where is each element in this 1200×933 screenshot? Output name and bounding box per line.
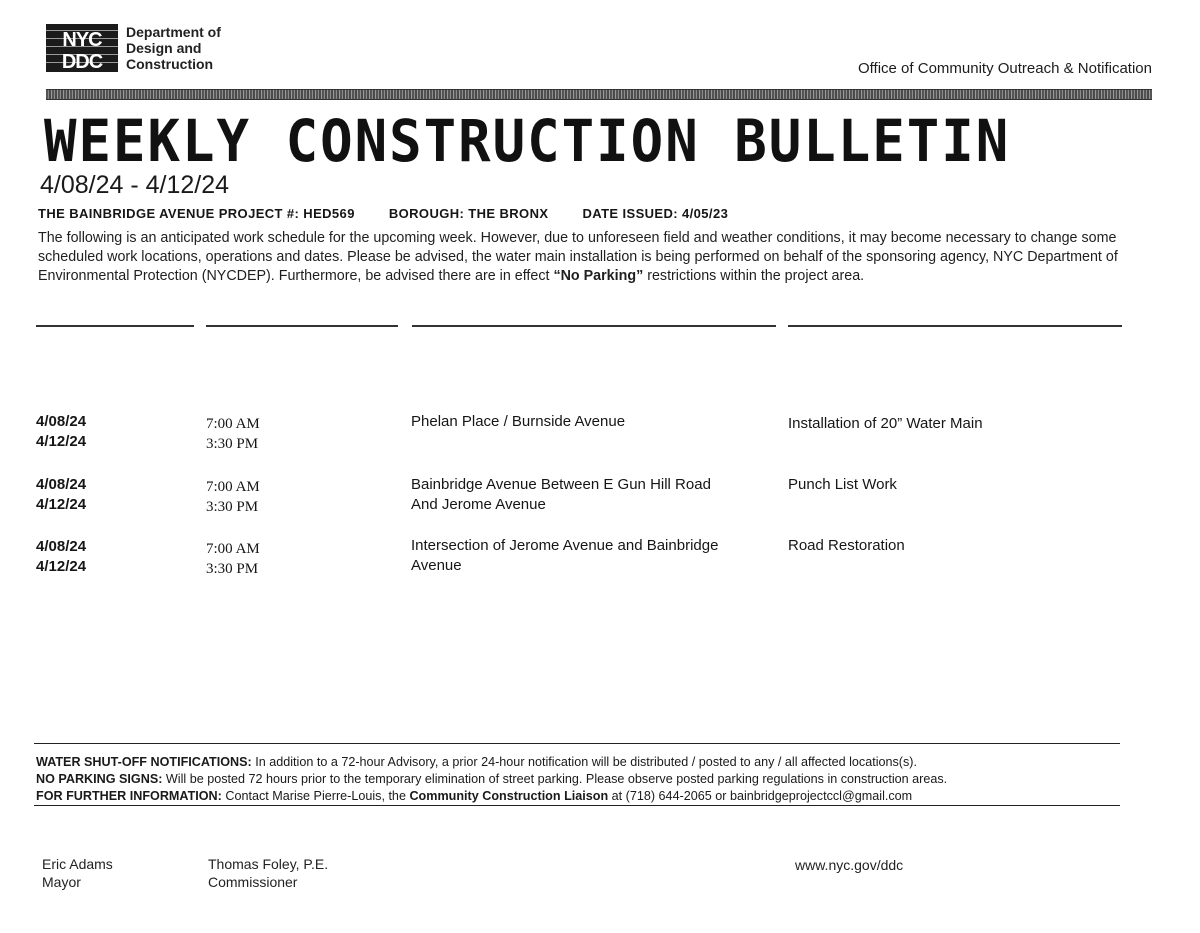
nyc-ddc-logo [46,24,118,72]
intro-paragraph [38,229,1138,286]
row-dates [36,475,86,515]
website-url: www.nyc.gov/ddc [795,857,904,873]
commissioner-signature-block [208,855,328,891]
schedule-row [0,412,1200,472]
commissioner-name: Thomas Foley, P.E. [208,856,329,872]
end-time: 3:30 PM [206,561,259,577]
row-times [206,477,260,517]
bulletin-date-range: 4/08/24 - 4/12/24 [40,171,230,199]
row-dates [36,537,86,577]
row-location [411,475,781,515]
further-info-text-1: Contact Marise Pierre-Louis, the [221,789,410,803]
intro-no-parking: “No Parking” [553,268,644,284]
header-divider [46,89,1152,100]
start-time: 7:00 AM [206,479,260,495]
office-name: Office of Community Outreach & Notification [857,60,1152,77]
row-times [206,414,260,454]
start-date: 4/08/24 [36,413,87,430]
further-info-label: FOR FURTHER INFORMATION: [36,789,222,803]
row-work: Punch List Work [788,476,897,493]
end-date: 4/12/24 [36,496,87,513]
end-date: 4/12/24 [36,433,87,450]
no-parking-notice [36,771,947,788]
schedule-row [0,475,1200,535]
water-shutoff-notice [36,754,947,771]
water-shutoff-label: WATER SHUT-OFF NOTIFICATIONS: [36,755,252,769]
mayor-name: Eric Adams [42,856,113,872]
column-rule-date [36,325,194,327]
bulletin-title: WEEKLY CONSTRUCTION BULLETIN [44,106,1011,175]
agency-line-1: Department of [126,24,221,40]
row-work: Road Restoration [788,537,905,554]
row-location [411,536,781,576]
end-date: 4/12/24 [36,558,87,575]
location-line-2: Avenue [411,557,462,574]
further-info-notice [36,788,947,805]
column-rule-work [788,325,1122,327]
no-parking-text: Will be posted 72 hours prior to the temporary elimination of street parking. Please observe posted parking regulations in construction areas. [162,772,948,786]
location-line-1: Bainbridge Avenue Between E Gun Hill Road [411,476,711,493]
end-time: 3:30 PM [206,499,259,515]
location-line-1: Intersection of Jerome Avenue and Bainbridge [411,537,719,554]
intro-text-1: The following is an anticipated work schedule for the upcoming week. However, due to unforeseen field and weather conditions, it may become necessary to change some scheduled work locations, operations and dates. Please be advised, the water main installation is being performed on behalf of the sponsoring agency, NYC Department of Environmental Protection (NYCDEP). Furthermore, be advised there are in effect [38,230,1118,284]
commissioner-title: Commissioner [208,874,298,890]
mayor-signature-block [42,855,113,891]
project-number: THE BAINBRIDGE AVENUE PROJECT #: HED569 [38,206,355,221]
date-issued: DATE ISSUED: 4/05/23 [582,206,729,221]
agency-name [126,24,221,72]
borough: BOROUGH: THE BRONX [388,206,549,221]
agency-line-3: Construction [126,56,214,72]
agency-line-2: Design and [126,40,202,56]
further-info-text-2: at (718) 644-2065 or bainbridgeprojectccl@gmail.com [608,789,913,803]
mayor-title: Mayor [42,874,81,890]
column-rule-time [206,325,398,327]
no-parking-label: NO PARKING SIGNS: [36,772,163,786]
intro-text-2: restrictions within the project area. [643,268,865,284]
row-location [411,412,781,432]
notices [36,754,947,805]
start-time: 7:00 AM [206,541,260,557]
start-time: 7:00 AM [206,416,260,432]
schedule-row [0,537,1200,597]
water-shutoff-text: In addition to a 72-hour Advisory, a prior 24-hour notification will be distributed / posted to any / all affected locations(s). [251,755,917,769]
row-dates [36,412,86,452]
column-rule-location [412,325,776,327]
svg-text:DDC: DDC [61,51,103,72]
location-line-1: Phelan Place / Burnside Avenue [411,413,626,430]
end-time: 3:30 PM [206,436,259,452]
row-work: Installation of 20” Water Main [788,415,983,432]
svg-text:NYC: NYC [62,29,102,51]
project-meta [38,206,758,221]
location-line-2: And Jerome Avenue [411,496,546,513]
notices-top-rule [34,743,1120,744]
liaison-title: Community Construction Liaison [409,789,609,803]
notices-bottom-rule [34,805,1120,806]
row-times [206,539,260,579]
start-date: 4/08/24 [36,476,87,493]
start-date: 4/08/24 [36,538,87,555]
